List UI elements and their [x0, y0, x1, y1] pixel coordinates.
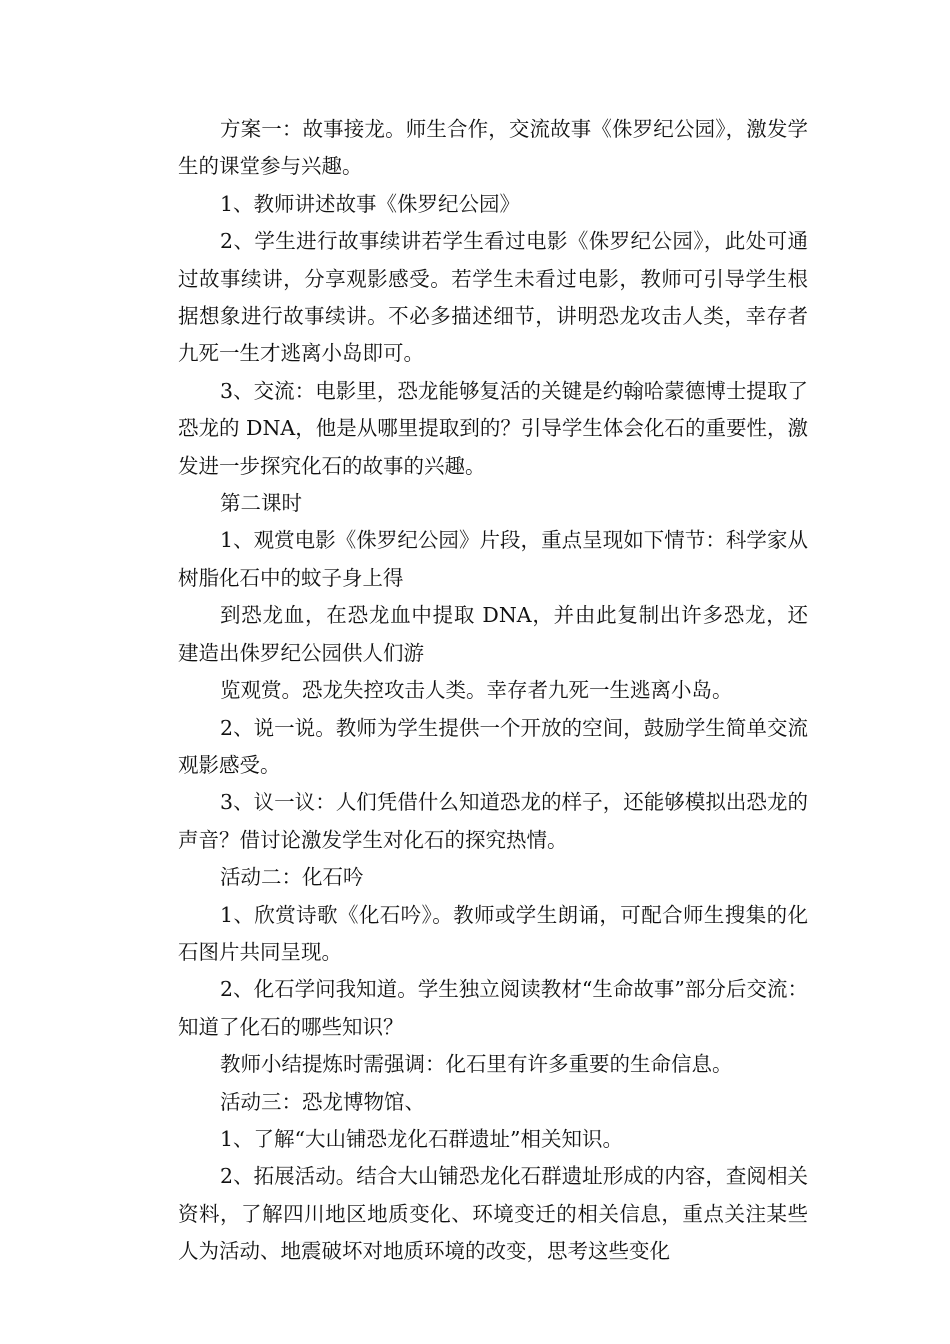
paragraph-step-2: 2、学生进行故事续讲若学生看过电影《侏罗纪公园》，此处可通过故事续讲，分享观影感受。若学生未看过电影，教师可引导学生根据想象进行故事续讲。不必多描述细节，讲明恐龙攻击人类，幸存者九死一生才逃离小岛即可。	[178, 229, 808, 366]
paragraph-activity2-step-1: 1、欣赏诗歌《化石吟》。教师或学生朗诵，可配合师生搜集的化石图片共同呈现。	[178, 902, 808, 964]
paragraph-step-3: 3、交流：电影里，恐龙能够复活的关键是约翰哈蒙德博士提取了恐龙的 DNA，他是从哪里提取到的？引导学生体会化石的重要性，激发进一步探究化石的故事的兴趣。	[178, 378, 808, 478]
paragraph-lesson2-step-1-cont: 到恐龙血，在恐龙血中提取 DNA，并由此复制出许多恐龙，还建造出侏罗纪公园供人们游	[178, 603, 808, 665]
paragraph-plan-one: 方案一：故事接龙。师生合作，交流故事《侏罗纪公园》，激发学生的课堂参与兴趣。	[178, 117, 808, 179]
paragraph-step-1: 1、教师讲述故事《侏罗纪公园》	[220, 191, 521, 216]
section-heading-second-lesson: 第二课时	[220, 491, 302, 516]
paragraph-lesson2-step-2: 2、说一说。教师为学生提供一个开放的空间，鼓励学生简单交流观影感受。	[178, 715, 808, 777]
document-body	[178, 111, 808, 1271]
paragraph-lesson2-step-1: 1、观赏电影《侏罗纪公园》片段，重点呈现如下情节：科学家从树脂化石中的蚊子身上得	[178, 528, 808, 590]
paragraph-activity2-step-2: 2、化石学问我知道。学生独立阅读教材“生命故事”部分后交流：知道了化石的哪些知识？	[178, 977, 808, 1039]
paragraph-activity3-step-2: 2、拓展活动。结合大山铺恐龙化石群遗址形成的内容，查阅相关资料，了解四川地区地质变化、环境变迁的相关信息，重点关注某些人为活动、地震破坏对地质环境的改变，思考这些变化	[178, 1164, 808, 1264]
section-heading-activity-two: 活动二：化石吟	[220, 865, 364, 890]
paragraph-lesson2-step-3: 3、议一议：人们凭借什么知道恐龙的样子，还能够模拟出恐龙的声音？借讨论激发学生对化石的探究热情。	[178, 790, 808, 852]
paragraph-activity3-step-1: 1、了解“大山铺恐龙化石群遗址”相关知识。	[220, 1126, 624, 1151]
paragraph-lesson2-step-1-end: 览观赏。恐龙失控攻击人类。幸存者九死一生逃离小岛。	[220, 678, 733, 703]
paragraph-teacher-summary: 教师小结提炼时需强调：化石里有许多重要的生命信息。	[220, 1052, 733, 1077]
section-heading-activity-three: 活动三：恐龙博物馆、	[220, 1089, 425, 1114]
